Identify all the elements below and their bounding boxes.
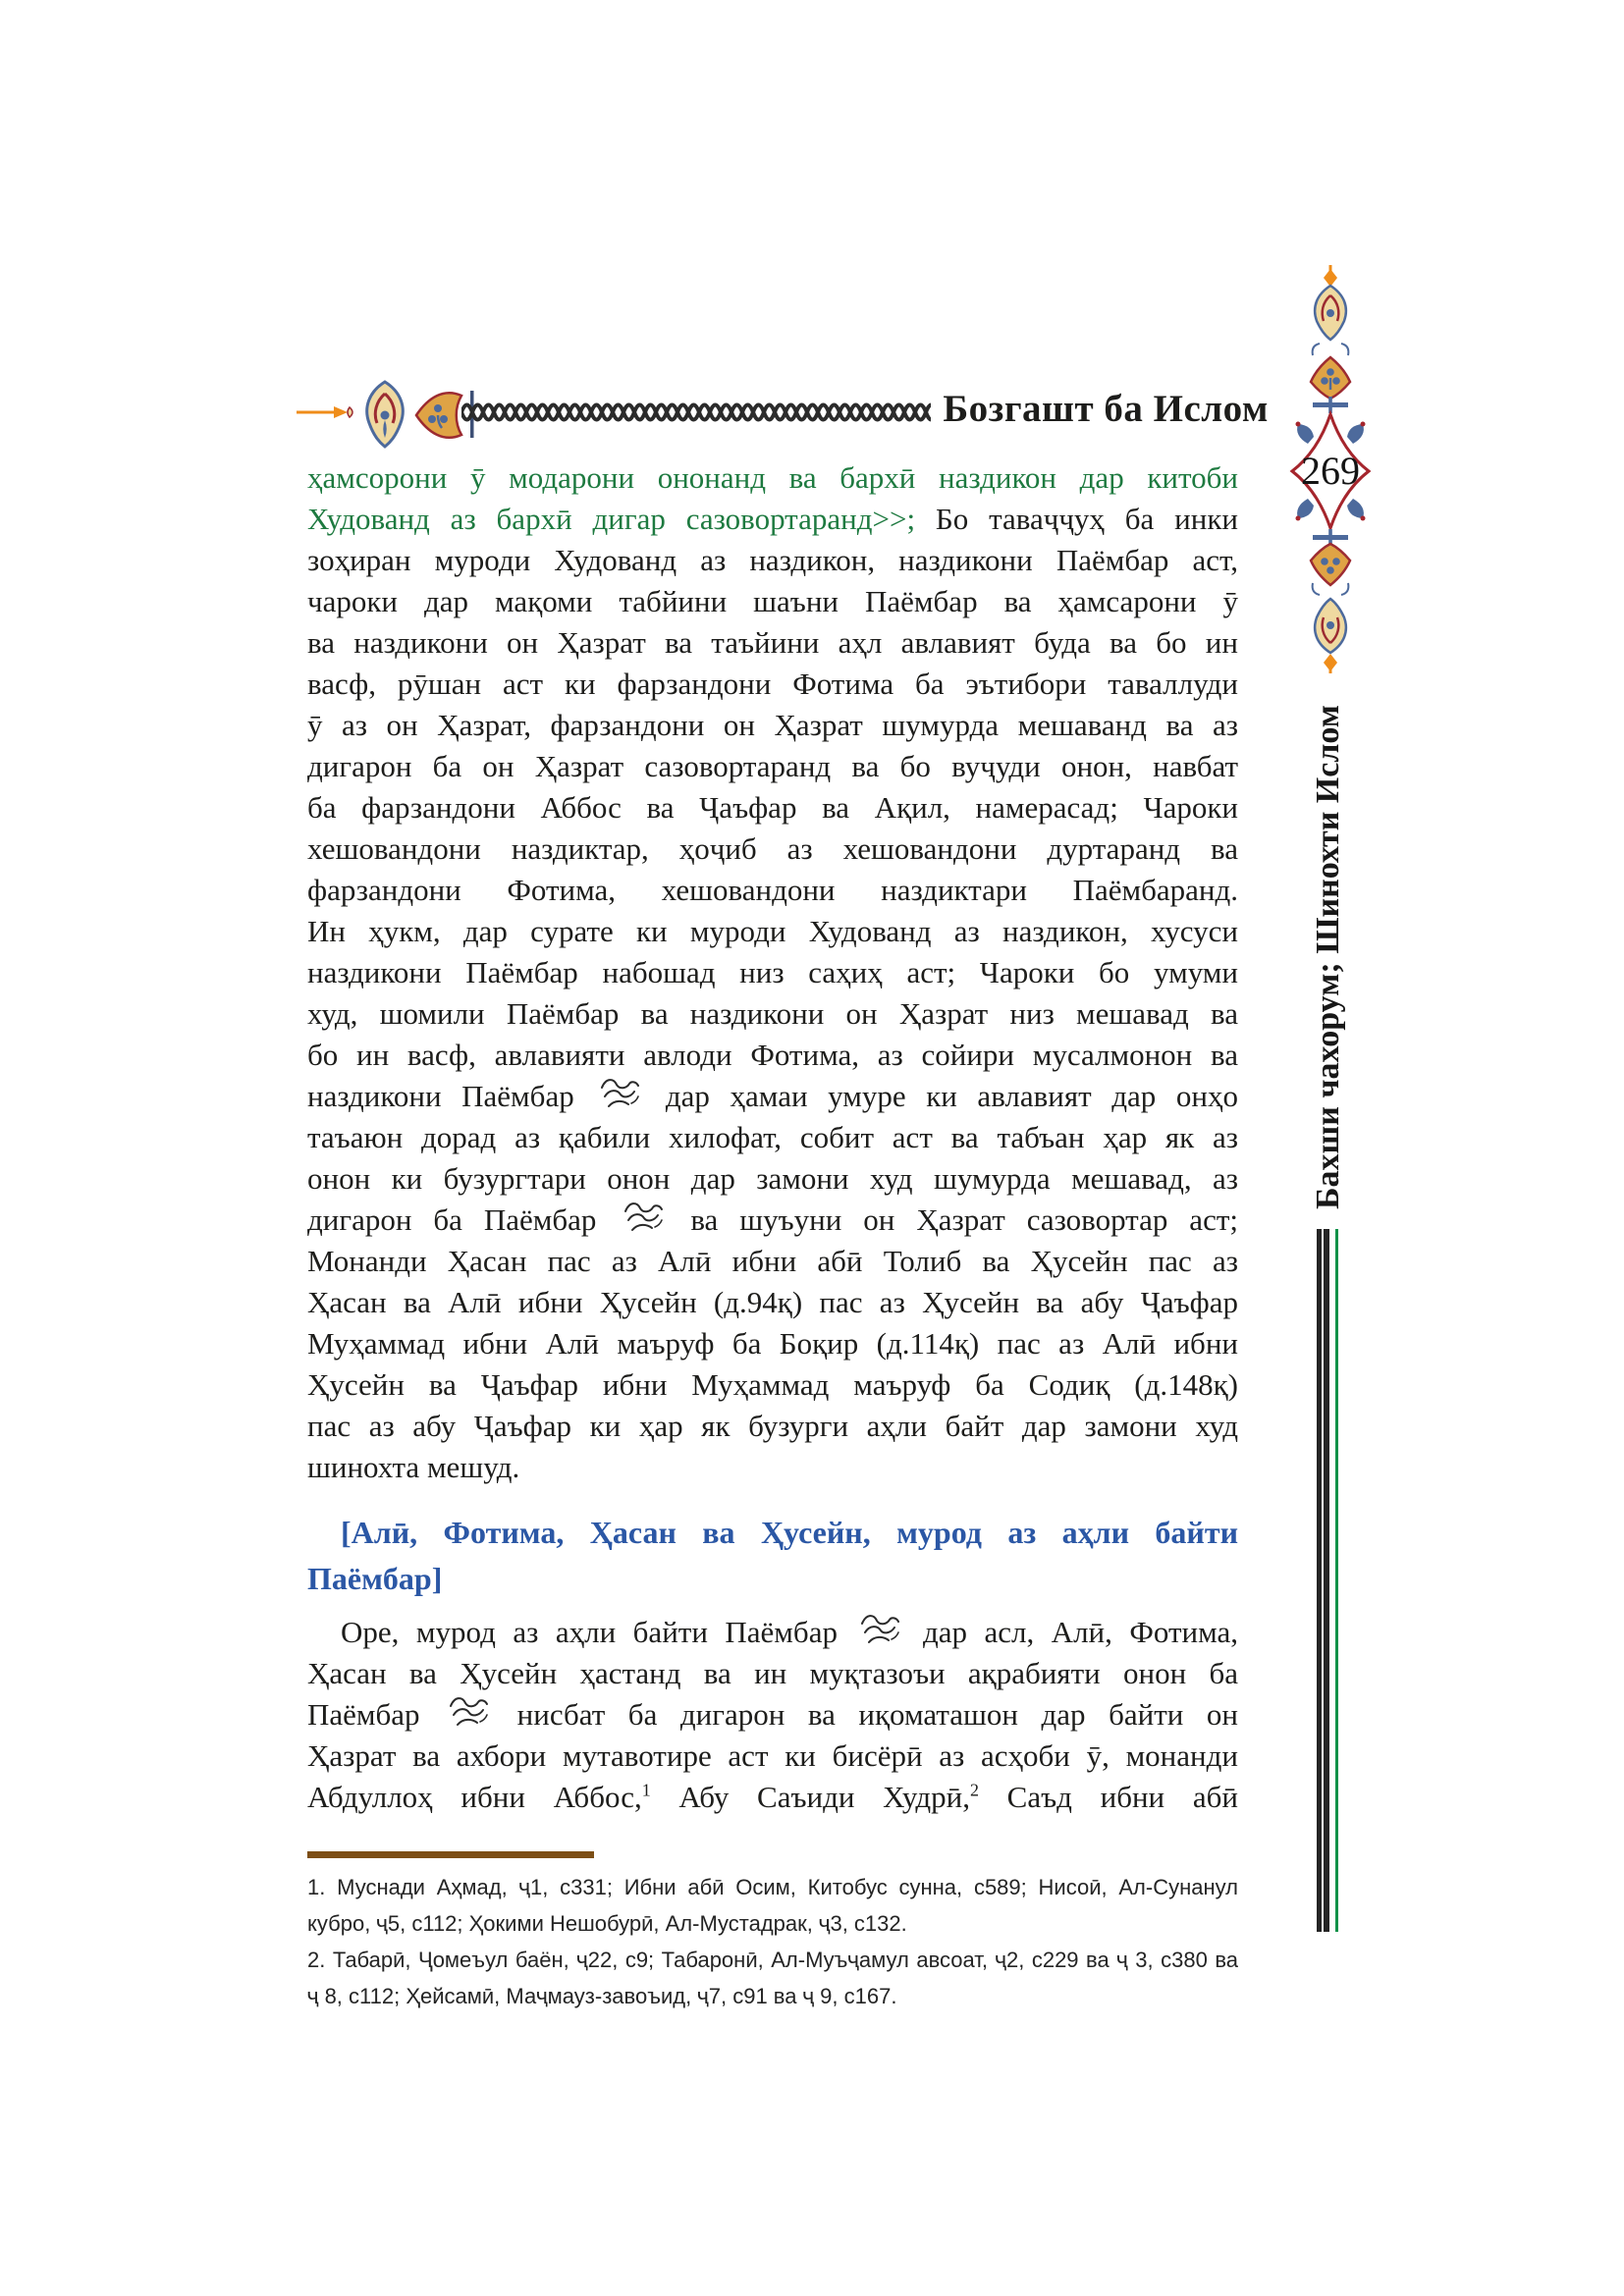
braid-chain-ornament-icon	[461, 394, 931, 431]
text-line: хешовандони наздиктар, ҳоҷиб аз хешовандони дуртаранд ва	[307, 831, 1238, 866]
text-line: 1. Муснади Аҳмад, ҷ1, с331; Ибни абӣ Осим, Китобус сунна, с589; Нисоӣ, Ал-Сунанул	[307, 1875, 1238, 1899]
text-line: Оре, мурод аз аҳли байти Паёмбар дар асл, Алӣ, Фотима,	[307, 1612, 1238, 1653]
side-black-bar	[1317, 1229, 1329, 1932]
text-line: Паёмбар]	[307, 1561, 443, 1596]
text-line: наздикони Паёмбар дар ҳамаи умуре ки авлавият дар онҳо	[307, 1076, 1238, 1117]
footnote-2	[307, 1942, 1238, 2014]
page-number: 269	[1301, 449, 1360, 493]
footnote-1	[307, 1869, 1238, 1942]
text-line: Ин ҳукм, дар сурате ки муроди Худованд аз наздикон, хусуси	[307, 914, 1238, 948]
paragraph-2	[307, 1612, 1238, 1818]
text-line: наздикони Паёмбар набошад низ саҳиҳ аст; Чароки бо умуми	[307, 955, 1238, 989]
section-heading	[307, 1510, 1238, 1602]
saw-calligraphy-icon	[857, 1612, 902, 1649]
text-line: Ҳазрат ва ахбори мутавотире аст ки бисёрӣ аз асҳоби ӯ, монанди	[307, 1738, 1238, 1773]
text-line: шинохта мешуд.	[307, 1450, 520, 1484]
text-line: Паёмбар нисбат ба дигарон ва иқоматашон дар байти он	[307, 1694, 1238, 1735]
text-line: таъаюн дорад аз қабили хилофат, собит аст ва табъан ҳар як аз	[307, 1120, 1238, 1154]
saw-calligraphy-icon	[621, 1200, 666, 1237]
saw-calligraphy-icon	[597, 1076, 642, 1113]
page-header-title: Бозгашт ба Ислом	[943, 388, 1269, 430]
text-line: [Алӣ, Фотима, Ҳасан ва Ҳусейн, мурод аз аҳли байти	[341, 1515, 1238, 1550]
text-line: васф, рӯшан аст ки фарзандони Фотима ба эътибори таваллуди	[307, 667, 1238, 701]
text-line: худ, шомили Паёмбар ва наздикони он Ҳазрат низ мешавад ва	[307, 996, 1238, 1031]
text-line: бо ин васф, авлавияти авлоди Фотима, аз сойири мусалмонон ва	[307, 1038, 1238, 1072]
text-line: Ҳусейн ва Ҷаъфар ибни Муҳаммад маъруф ба Содиқ (д.148қ)	[307, 1367, 1238, 1402]
paragraph-1	[307, 457, 1238, 1488]
text-line: пас аз абу Ҷаъфар ки ҳар як бузурги аҳли байт дар замони худ	[307, 1409, 1238, 1443]
text-line: Ҳасан ва Ҳусейн ҳастанд ва ин муқтазоъи ақрабияти онон ба	[307, 1656, 1238, 1690]
side-green-line	[1335, 1229, 1338, 1932]
text-line: ва наздикони он Ҳазрат ва таъйини аҳл авлавият буда ва бо ин	[307, 625, 1238, 660]
text-line: Муҳаммад ибни Алӣ маъруф ба Боқир (д.114қ) пас аз Алӣ ибни	[307, 1326, 1238, 1361]
text-line: Монанди Ҳасан пас аз Алӣ ибни абӣ Толиб ва Ҳусейн пас аз	[307, 1244, 1238, 1278]
text-line: онон ки бузургтари онон дар замони худ шумурда мешавад, аз	[307, 1161, 1238, 1196]
footnote-separator	[307, 1851, 594, 1858]
text-line: Ҳасан ва Алӣ ибни Ҳусейн (д.94қ) пас аз Ҳусейн ва абу Ҷаъфар	[307, 1285, 1238, 1319]
footnotes	[307, 1869, 1238, 2014]
header-flower-ornament-icon	[295, 378, 477, 466]
text-line: чароки дар мақоми табйини шаъни Паёмбар ва ҳамсарони ӯ	[307, 584, 1238, 618]
text-line: зоҳиран муроди Худованд аз наздикон, наздикони Паёмбар аст,	[307, 543, 1238, 577]
text-line: ӯ аз он Ҳазрат, фарзандони он Ҳазрат шумурда мешаванд ва аз	[307, 708, 1238, 742]
text-line: ҳамсорони ӯ модарони ононанд ва бархӣ наздикон дар китоби	[307, 460, 1238, 495]
text-line: 2. Табарӣ, Ҷомеъул баён, ҷ22, с9; Табаронӣ, Ал-Муъҷамул авсоат, ҷ2, с229 ва ҷ 3, с380 ва	[307, 1948, 1238, 1972]
text-line: дигарон ба он Ҳазрат сазовортаранд ва бо вуҷуди онон, навбат	[307, 749, 1238, 783]
text-line: Абдуллоҳ ибни Аббос,$^1$ Абу Саъиди Худрӣ,$^2$ Саъд ибни абӣ	[307, 1780, 1238, 1814]
saw-calligraphy-icon	[446, 1694, 491, 1732]
text-line: ба фарзандони Аббос ва Ҷаъфар ва Ақил, намерасад; Чароки	[307, 790, 1238, 825]
text-line: ҷ 8, с112; Ҳейсамӣ, Маҷмауз-завоъид, ҷ7, с91 ва ҷ 9, с167.	[307, 1984, 897, 2008]
text-line: фарзандони Фотима, хешовандони наздиктари Паёмбаранд.	[307, 873, 1238, 907]
text-line: дигарон ба Паёмбар ва шуъуни он Ҳазрат сазовортар аст;	[307, 1200, 1238, 1241]
text-line: Худованд аз бархӣ дигар сазовортаранд>>; Бо таваҷҷуҳ ба инки	[307, 502, 1238, 536]
side-vertical-title: Бахши чахорум; Шинохти Ислом	[1310, 705, 1346, 1209]
text-line: кубро, ҷ5, с112; Ҳокими Нешобурӣ, Ал-Мустадрак, ҷ3, с132.	[307, 1911, 907, 1936]
